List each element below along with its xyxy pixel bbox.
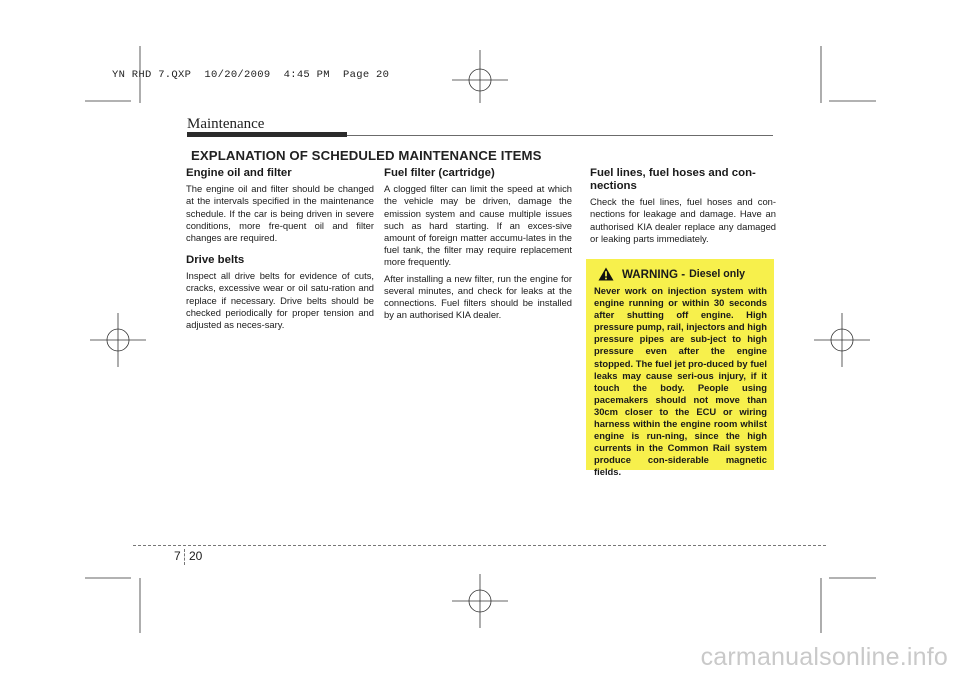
fuel-lines-title: Fuel lines, fuel hoses and con-nections — [590, 167, 756, 193]
warning-triangle-icon — [598, 267, 614, 281]
header-rule-thin — [347, 135, 773, 136]
column-middle — [384, 167, 572, 325]
fuel-lines-body: Check the fuel lines, fuel hoses and con-nections for leakage and damage. Have an authorised KIA dealer replace any damaged or leaking parts immediately. — [590, 196, 776, 244]
main-heading: EXPLANATION OF SCHEDULED MAINTENANCE ITEMS — [191, 148, 542, 163]
warning-box — [586, 259, 774, 478]
print-slug: YN RHD 7.QXP 10/20/2009 4:45 PM Page 20 — [112, 69, 390, 81]
page-number-separator — [184, 549, 185, 565]
fuel-filter-body-1: A clogged filter can limit the speed at which the vehicle may be driven, damage the emission system and cause multiple issues such as hard starting. If an exces-sive amount of foreign matter accumu-lates in the fuel tank, the filter may require replacement more frequently. — [384, 183, 572, 268]
drive-belts-title: Drive belts — [186, 254, 245, 267]
watermark: carmanualsonline.info — [700, 643, 948, 671]
warning-subtitle: Diesel only — [689, 268, 746, 280]
section-title: Maintenance — [187, 116, 265, 132]
engine-oil-title: Engine oil and filter — [186, 167, 292, 179]
warning-header — [598, 267, 767, 281]
page-number: 20 — [189, 549, 203, 563]
header-rule-thick — [187, 132, 347, 137]
column-left — [186, 167, 374, 335]
drive-belts-body: Inspect all drive belts for evidence of cuts, cracks, excessive wear or oil satu-ration and replace if necessary. Drive belts should be checked periodically for proper tension and adjusted as neces-sary. — [186, 270, 374, 331]
engine-oil-body: The engine oil and filter should be changed at the intervals specified in the maintenance schedule. If the car is being driven in severe conditions, more fre-quent oil and filter changes are required. — [186, 183, 374, 243]
footer-rule — [133, 545, 826, 546]
fuel-filter-title: Fuel filter (cartridge) — [384, 167, 495, 179]
chapter-number: 7 — [174, 549, 181, 563]
column-right — [590, 167, 776, 249]
warning-label: WARNING - — [622, 267, 686, 281]
warning-text: Never work on injection system with engine running or within 30 seconds after shutting off engine. High pressure pump, rail, injectors and high pressure pipes are sub-ject to high pressure even after the engine stopped. The fuel jet pro-duced by fuel leaks may cause seri-ous injury, if it touch the body. People using pacemakers should not move than 30cm closer to the ECU or wiring harness within the engine room whilst engine is run-ning, since the high currents in the Common Rail system produce con-siderable magnetic fields. — [594, 285, 767, 478]
fuel-filter-body-2: After installing a new filter, run the engine for several minutes, and check for leaks at the connections. Fuel filters should be installed by an authorised KIA dealer. — [384, 272, 572, 321]
